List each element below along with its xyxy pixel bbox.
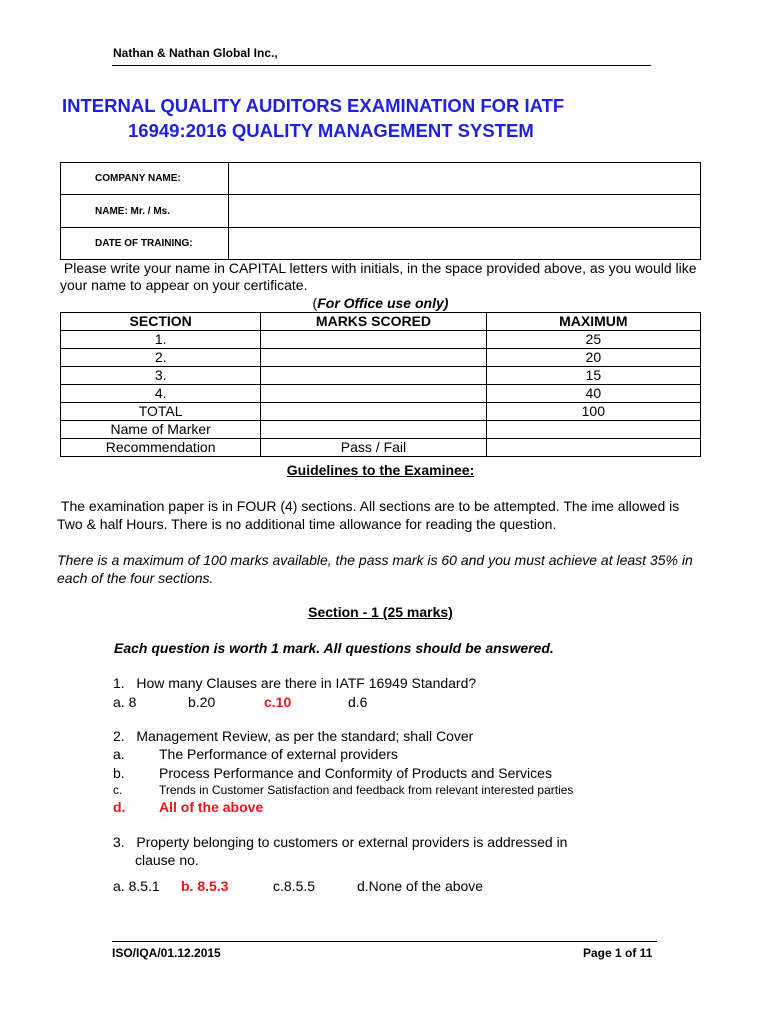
row-marks-scored[interactable] [261, 349, 486, 367]
row-section: Recommendation [61, 439, 261, 457]
q3-option-a: a. 8.5.1 [113, 878, 160, 894]
pass-mark-paragraph: There is a maximum of 100 marks available, the pass mark is 60 and you must achieve at least 35% in each of the four sections. [57, 552, 693, 586]
row-section: 3. [61, 367, 261, 385]
question-text: Property belonging to customers or external providers is addressed in [136, 834, 568, 850]
row-maximum: 20 [486, 349, 700, 367]
column-header-maximum: MAXIMUM [486, 313, 700, 331]
document-reference: ISO/IQA/01.12.2015 [112, 946, 221, 960]
row-maximum: 15 [486, 367, 700, 385]
row-maximum [486, 421, 700, 439]
footer-divider [112, 941, 657, 942]
office-use-label: (For Office use only) [312, 295, 449, 311]
q2-option-b-letter: b. [113, 765, 125, 781]
q3-option-d: d.None of the above [357, 878, 484, 894]
question-text: How many Clauses are there in IATF 16949 Standard? [136, 675, 477, 691]
q2-option-d-letter: d. [113, 799, 126, 815]
question-number: 2. [113, 728, 125, 744]
candidate-info-table [60, 162, 701, 260]
q1-option-a: a. 8 [113, 694, 137, 710]
column-header-marks-scored: MARKS SCORED [261, 313, 486, 331]
company-name-field[interactable] [229, 163, 701, 195]
row-section: Name of Marker [61, 421, 261, 439]
question-3-text-continued: clause no. [135, 852, 199, 868]
question-number: 3. [113, 834, 125, 850]
row-section: 1. [61, 331, 261, 349]
row-section: TOTAL [61, 403, 261, 421]
row-maximum: 100 [486, 403, 700, 421]
q2-option-c-letter: c. [113, 783, 123, 797]
q1-option-c-answer: c.10 [264, 694, 292, 710]
date-of-training-label: DATE OF TRAINING: [61, 228, 229, 260]
candidate-name-label: NAME: Mr. / Ms. [61, 195, 229, 228]
row-section: 2. [61, 349, 261, 367]
section-heading: Section - 1 (25 marks) [308, 604, 453, 620]
row-marks-scored[interactable] [261, 331, 486, 349]
page-title [62, 93, 682, 143]
question-3 [113, 834, 567, 851]
marks-table-header [61, 313, 701, 331]
row-maximum [486, 439, 700, 457]
section-instruction: Each question is worth 1 mark. All questions should be answered. [114, 640, 554, 656]
candidate-name-field[interactable] [229, 195, 701, 228]
table-row [61, 385, 701, 403]
row-maximum: 25 [486, 331, 700, 349]
guidelines-paragraph: The examination paper is in FOUR (4) sections. All sections are to be attempted. The ime allowed is Two & half Hours. There is no additional time allowance for reading the question. [57, 498, 680, 532]
row-marks-scored[interactable] [261, 385, 486, 403]
q3-option-c: c.8.5.5 [273, 878, 316, 894]
table-row [61, 331, 701, 349]
table-row [61, 367, 701, 385]
title-line-1: INTERNAL QUALITY AUDITORS EXAMINATION FOR IATF [62, 95, 565, 116]
q3-option-b-answer: b. 8.5.3 [181, 878, 229, 894]
question-2 [113, 728, 473, 745]
question-1 [113, 675, 476, 692]
table-row [61, 403, 701, 421]
name-instruction-note: Please write your name in CAPITAL letters with initials, in the space provided above, as you would like your name to appear on your certificate. [60, 260, 697, 293]
table-row [61, 421, 701, 439]
q2-option-b: Process Performance and Conformity of Products and Services [159, 765, 552, 781]
q1-option-d: d.6 [348, 694, 368, 710]
q2-option-c: Trends in Customer Satisfaction and feedback from relevant interested parties [159, 783, 574, 797]
header-divider [112, 65, 651, 66]
title-line-2: 16949:2016 QUALITY MANAGEMENT SYSTEM [128, 120, 534, 141]
question-number: 1. [113, 675, 125, 691]
q2-option-a: The Performance of external providers [159, 746, 398, 762]
company-header: Nathan & Nathan Global Inc., [113, 46, 278, 60]
column-header-section: SECTION [61, 313, 261, 331]
row-marks-scored[interactable]: Pass / Fail [261, 439, 486, 457]
row-marks-scored[interactable] [261, 403, 486, 421]
date-of-training-field[interactable] [229, 228, 701, 260]
row-marks-scored[interactable] [261, 367, 486, 385]
guidelines-heading: Guidelines to the Examinee: [286, 462, 475, 478]
row-marks-scored[interactable] [261, 421, 486, 439]
q1-option-b: b.20 [188, 694, 216, 710]
marks-table [60, 312, 701, 457]
page-number: Page 1 of 11 [583, 946, 653, 960]
row-maximum: 40 [486, 385, 700, 403]
q2-option-d-answer: All of the above [159, 799, 264, 815]
company-name-label: COMPANY NAME: [61, 163, 229, 195]
table-row [61, 349, 701, 367]
row-section: 4. [61, 385, 261, 403]
question-text: Management Review, as per the standard; shall Cover [136, 728, 474, 744]
q2-option-a-letter: a. [113, 746, 125, 762]
table-row [61, 439, 701, 457]
